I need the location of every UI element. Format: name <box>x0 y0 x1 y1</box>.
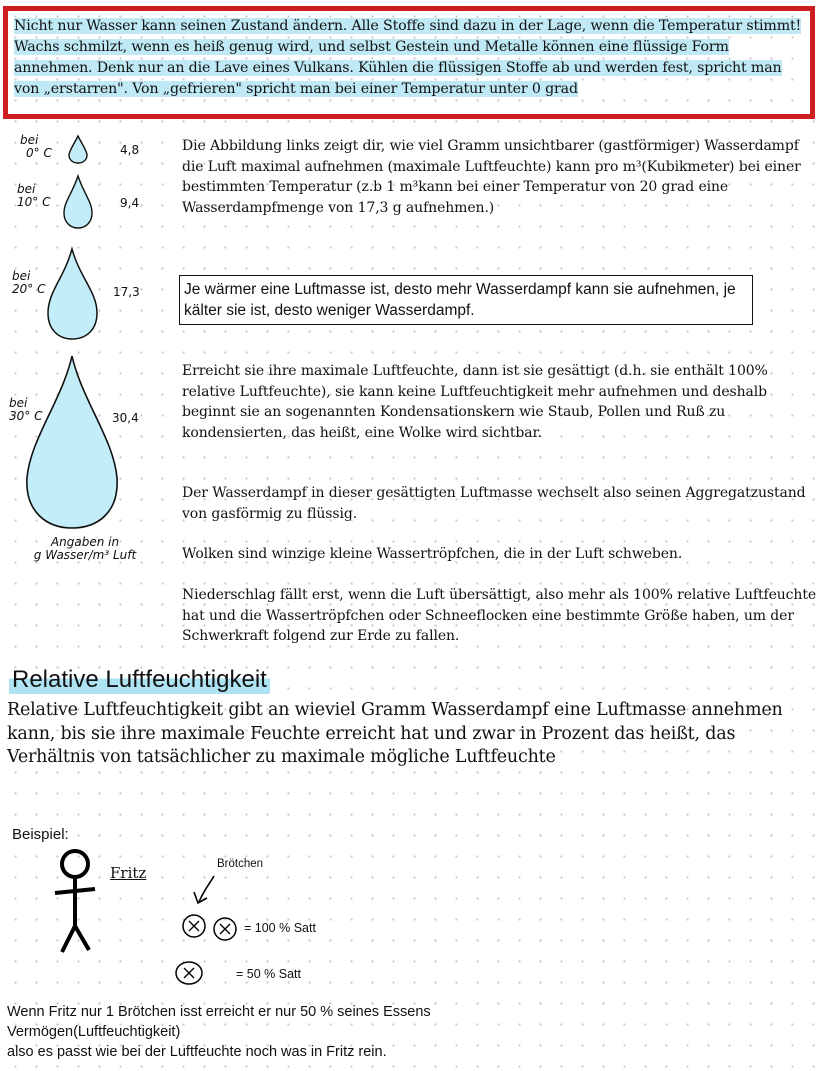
roll-icon <box>176 962 202 984</box>
person-name: Fritz <box>110 864 147 882</box>
water-drop-2-icon <box>48 249 97 339</box>
drop-prefix: bei <box>9 396 28 410</box>
saturation-text: Erreicht sie ihre maximale Luftfeuchte, dann ist sie gesättigt (d.h. sie enthält 100% relative Luftfeuchte), sie kann keine Luftfeuchtigkeit mehr aufnehmen und deshalb beginnt sie an sogenannten Kondensationskern wie Staub, Pollen und Ruß zu kondensierten, das heißt, eine Wolke wird sichtbar. <box>182 363 768 441</box>
intro-box <box>3 6 815 119</box>
intro-text-highlight: Nicht nur Wasser kann seinen Zustand ändern. Alle Stoffe sind dazu in der Lage, wenn die Temperatur stimmt! Wachs schmilzt, wenn es heiß genug wird, und selbst Gestein und Metalle können eine flüssige Form annehmen. Denk nur an die Lave eines Vulkans. Kühlen die flüssigen Stoffe ab und werden fest, spricht man von „erstarren". Von „gefrieren" spricht man bei einer Temperatur unter 0 grad <box>14 18 802 97</box>
intro-text <box>14 16 804 100</box>
drop-prefix: bei <box>17 182 36 196</box>
drops-caption-line1: Angaben in <box>50 535 120 549</box>
drop-temp: 20° C <box>12 282 46 296</box>
drops-caption <box>20 536 150 562</box>
relative-humidity-heading: Relative Luftfeuchtigkeit <box>9 666 270 694</box>
key-fact-box: Je wärmer eine Luftmasse ist, desto mehr Wasserdampf kann sie aufnehmen, je kälter sie ist, desto weniger Wasserdampf. <box>179 275 753 325</box>
water-drop-1-icon <box>64 176 92 228</box>
figure-explanation-text: Die Abbildung links zeigt dir, wie viel Gramm unsichtbarer (gastförmiger) Wasserdampf die Luft maximal aufnehmen (maximale Luftfeuchte) kann pro m³(Kubikmeter) bei einer bestimmten Temperatur (z.b 1 m³kann bei einer Temperatur von 20 grad eine Wasserdampfmenge von 17,3 g aufnehmen.) <box>182 138 801 216</box>
drop-prefix: bei <box>20 133 39 147</box>
drop-prefix: bei <box>12 269 31 283</box>
drop-temp: 10° C <box>17 195 51 209</box>
drop-value-2: 17,3 <box>113 285 140 299</box>
precipitation-text: Niederschlag fällt erst, wenn die Luft übersättigt, also mehr als 100% relative Luftfeuchte hat und die Wassertröpfchen oder Schneeflocken eine bestimmte Größe haben, um der Schwerkraft folgend zur Erde zu fallen. <box>182 587 817 644</box>
relative-humidity-definition: Relative Luftfeuchtigkeit gibt an wieviel Gramm Wasserdampf eine Luftmasse annehmen kann, bis sie ihre maximale Feuchte erreicht hat und zwar in Prozent das heißt, das Verhältnis von tatsächlicher zu maximale mögliche Luftfeuchte <box>7 700 783 767</box>
water-drop-3-icon <box>27 356 117 528</box>
example-conclusion-line2: also es passt wie bei der Luftfeuchte noch was in Fritz rein. <box>7 1044 387 1060</box>
state-change-text: Der Wasserdampf in dieser gesättigten Luftmasse wechselt also seinen Aggregatzustand von gasförmig zu flüssig. <box>182 485 806 522</box>
rolls-drawing <box>175 870 245 1000</box>
roll-icon <box>183 915 205 937</box>
half-satiety-label: = 50 % Satt <box>236 967 301 981</box>
example-conclusion-line1: Wenn Fritz nur 1 Brötchen isst erreicht er nur 50 % seines Essens Vermögen(Luftfeuchtigkeit) <box>7 1004 431 1040</box>
drop-value-0: 4,8 <box>120 143 140 157</box>
roll-icon <box>214 918 236 940</box>
stick-figure-icon <box>48 846 108 956</box>
water-drops-figure <box>0 120 175 540</box>
drop-temp: 0° C <box>26 146 52 160</box>
drop-temp: 30° C <box>9 409 43 423</box>
full-satiety-label: = 100 % Satt <box>244 921 316 935</box>
example-conclusion <box>7 1002 567 1062</box>
item-label: Brötchen <box>217 858 264 870</box>
water-drop-0-icon <box>69 136 87 163</box>
drops-caption-line2: g Wasser/m³ Luft <box>33 548 137 562</box>
clouds-text: Wolken sind winzige kleine Wassertröpfchen, die in der Luft schweben. <box>182 546 683 562</box>
drop-value-3: 30,4 <box>112 411 139 425</box>
drop-value-1: 9,4 <box>120 196 140 210</box>
example-label: Beispiel: <box>12 826 69 843</box>
